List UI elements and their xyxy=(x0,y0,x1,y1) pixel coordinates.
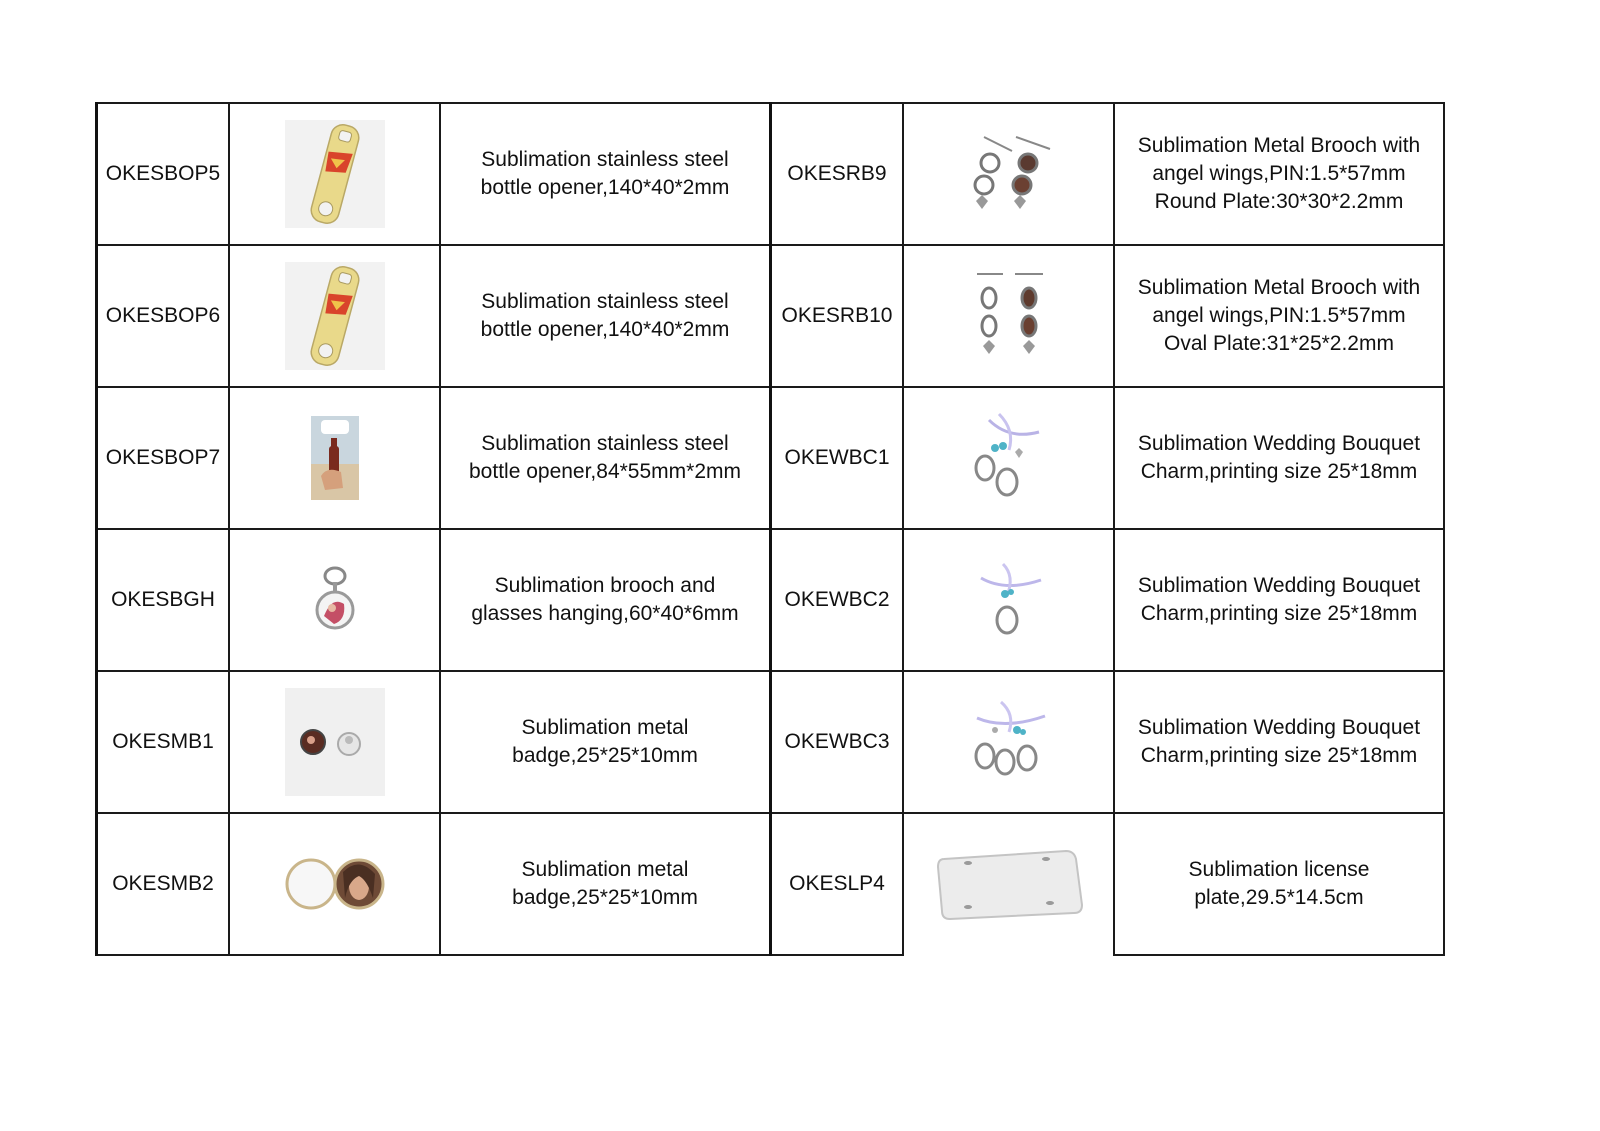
product-image-cell xyxy=(229,529,440,671)
bouquet-charm-two-ovals-icon xyxy=(959,410,1059,506)
product-image-cell xyxy=(903,103,1114,245)
product-description xyxy=(440,245,771,387)
product-description xyxy=(1114,529,1444,671)
description-line: Sublimation brooch and xyxy=(494,574,716,597)
product-image-cell xyxy=(903,387,1114,529)
table-row xyxy=(97,245,1445,387)
license-plate-icon xyxy=(934,847,1084,923)
description-line: Sublimation stainless steel xyxy=(481,148,729,171)
product-code: OKEWBC1 xyxy=(771,387,904,529)
description-line: Sublimation Wedding Bouquet xyxy=(1137,716,1421,739)
description-line: Round Plate:30*30*2.2mm xyxy=(1154,190,1404,213)
description-line: Charm,printing size 25*18mm xyxy=(1140,602,1418,625)
product-description xyxy=(1114,671,1444,813)
product-image-cell xyxy=(229,813,440,955)
product-image-cell xyxy=(229,671,440,813)
product-code: OKESRB10 xyxy=(771,245,904,387)
product-table xyxy=(95,102,1445,956)
product-code: OKESBOP6 xyxy=(97,245,230,387)
card-bottle-opener-icon xyxy=(311,416,359,500)
description-line: Sublimation Wedding Bouquet xyxy=(1137,432,1421,455)
description-line: Oval Plate:31*25*2.2mm xyxy=(1164,332,1394,355)
brooch-round-plates-icon xyxy=(954,129,1064,219)
product-image-cell xyxy=(903,529,1114,671)
product-description xyxy=(1114,245,1444,387)
product-code: OKESBOP5 xyxy=(97,103,230,245)
table-row xyxy=(97,671,1445,813)
description-line: glasses hanging,60*40*6mm xyxy=(471,602,739,625)
product-code: OKESLP4 xyxy=(771,813,904,955)
product-image-cell xyxy=(229,387,440,529)
table-row xyxy=(97,387,1445,529)
description-line: bottle opener,140*40*2mm xyxy=(480,176,730,199)
product-description xyxy=(440,103,771,245)
product-code: OKESBGH xyxy=(97,529,230,671)
table-row xyxy=(97,529,1445,671)
product-image-cell xyxy=(229,103,440,245)
table-row xyxy=(97,103,1445,245)
description-line: Sublimation stainless steel xyxy=(481,290,729,313)
metal-badge-small-icon xyxy=(285,688,385,796)
description-line: Sublimation Metal Brooch with xyxy=(1137,134,1421,157)
product-description xyxy=(1114,813,1444,955)
table-row xyxy=(97,813,1445,955)
product-description xyxy=(440,671,771,813)
description-line: Sublimation Wedding Bouquet xyxy=(1137,574,1421,597)
product-image-cell xyxy=(903,245,1114,387)
product-code: OKEWBC3 xyxy=(771,671,904,813)
description-line: badge,25*25*10mm xyxy=(512,744,698,767)
product-image-cell xyxy=(903,813,1114,955)
product-description xyxy=(440,813,771,955)
product-code: OKESMB1 xyxy=(97,671,230,813)
product-description xyxy=(440,387,771,529)
description-line: angel wings,PIN:1.5*57mm xyxy=(1152,162,1406,185)
brooch-oval-plates-icon xyxy=(969,266,1049,366)
description-line: bottle opener,140*40*2mm xyxy=(480,318,730,341)
description-line: Charm,printing size 25*18mm xyxy=(1140,744,1418,767)
product-code: OKESMB2 xyxy=(97,813,230,955)
bouquet-charm-three-ovals-icon xyxy=(959,694,1059,790)
description-line: plate,29.5*14.5cm xyxy=(1194,886,1364,909)
product-code: OKEWBC2 xyxy=(771,529,904,671)
description-line: Charm,printing size 25*18mm xyxy=(1140,460,1418,483)
product-description xyxy=(1114,103,1444,245)
brooch-glasses-hanger-icon xyxy=(310,564,360,636)
description-line: Sublimation metal xyxy=(521,716,689,739)
description-line: angel wings,PIN:1.5*57mm xyxy=(1152,304,1406,327)
metal-badge-round-icon xyxy=(283,854,387,914)
description-line: Sublimation metal xyxy=(521,858,689,881)
product-code: OKESRB9 xyxy=(771,103,904,245)
bouquet-charm-one-oval-icon xyxy=(959,552,1059,648)
description-line: badge,25*25*10mm xyxy=(512,886,698,909)
description-line: Sublimation Metal Brooch with xyxy=(1137,276,1421,299)
product-image-cell xyxy=(903,671,1114,813)
product-image-cell xyxy=(229,245,440,387)
product-description xyxy=(1114,387,1444,529)
bottle-opener-red-yellow-icon xyxy=(285,120,385,228)
bottle-opener-red-yellow-icon xyxy=(285,262,385,370)
description-line: Sublimation stainless steel xyxy=(481,432,729,455)
description-line: Sublimation license xyxy=(1188,858,1370,881)
description-line: bottle opener,84*55mm*2mm xyxy=(469,460,741,483)
product-catalog-sheet xyxy=(95,102,1445,956)
product-description xyxy=(440,529,771,671)
product-code: OKESBOP7 xyxy=(97,387,230,529)
